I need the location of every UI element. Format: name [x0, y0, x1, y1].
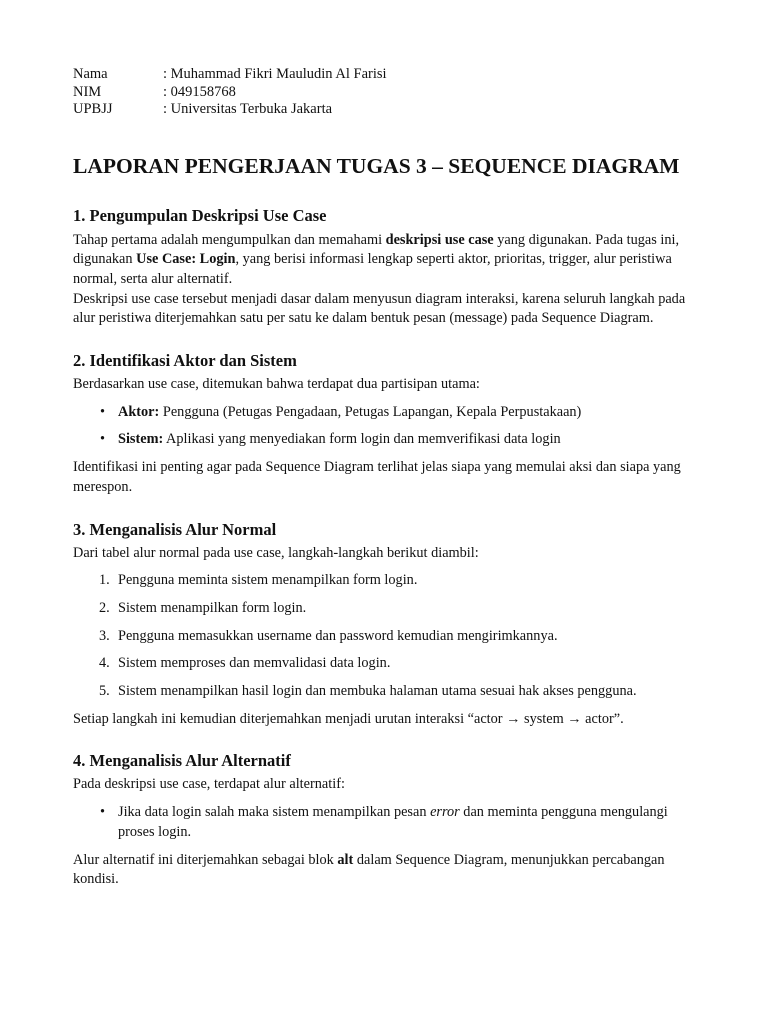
item-text: Pengguna (Petugas Pengadaan, Petugas Lapangan, Kepala Perpustakaan) [159, 403, 582, 420]
list-item [73, 571, 698, 591]
identity-row-nim [73, 84, 698, 102]
section-3-outro: Setiap langkah ini kemudian diterjemahkan menjadi urutan interaksi “actor → system → actor”. [73, 710, 624, 727]
text-run: Alur alternatif ini diterjemahkan sebagai blok [73, 851, 338, 868]
section-4-outro [73, 851, 698, 890]
step-text: Sistem menampilkan form login. [118, 599, 307, 616]
step-number: 5. [99, 683, 110, 700]
list-item [73, 430, 698, 450]
section-1-paragraph-1 [73, 231, 698, 290]
section-1-heading: 1. Pengumpulan Deskripsi Use Case [73, 205, 327, 225]
section-2-outro: Identifikasi ini penting agar pada Sequence Diagram terlihat jelas siapa yang memulai aksi dan siapa yang merespon. [73, 459, 681, 495]
section-3-intro: Dari tabel alur normal pada use case, langkah-langkah berikut diambil: [73, 544, 479, 561]
text-run: , yang berisi informasi lengkap seperti aktor, prioritas, trigger, alur peristiwa normal, serta alur alternatif. [73, 251, 672, 287]
text-run: dan meminta pengguna mengulangi proses login. [118, 804, 668, 840]
step-text: Sistem memproses dan memvalidasi data login. [118, 655, 391, 672]
text-run: yang digunakan. Pada tugas ini, digunakan [73, 231, 680, 268]
item-label: Aktor: [118, 403, 160, 420]
document-page [73, 66, 698, 890]
item-text: Aplikasi yang menyediakan form login dan memverifikasi data login [163, 431, 561, 448]
bullet-icon: • [100, 431, 106, 448]
report-title: LAPORAN PENGERJAAN TUGAS 3 – SEQUENCE DIAGRAM [73, 153, 680, 178]
text-run: Tahap pertama adalah mengumpulkan dan memahami [73, 231, 386, 248]
bold-term: alt [337, 851, 354, 868]
identity-key: Nama [73, 66, 108, 82]
section-1-paragraph-2: Deskripsi use case tersebut menjadi dasar dalam menyusun diagram interaksi, karena seluruh langkah pada alur peristiwa diterjemahkan satu per satu ke dalam bentuk pesan (message) pada Sequence Diagram. [73, 290, 686, 327]
step-text: Sistem menampilkan hasil login dan membuka halaman utama sesuai hak akses pengguna. [118, 683, 637, 700]
step-text: Pengguna memasukkan username dan password kemudian mengirimkannya. [118, 627, 558, 644]
list-item [73, 803, 698, 842]
bullet-icon: • [100, 804, 106, 821]
alternative-flow-list [73, 803, 698, 842]
identity-value: : Muhammad Fikri Mauludin Al Farisi [163, 66, 387, 82]
bold-term: Use Case: Login [136, 251, 236, 268]
bold-term: deskripsi use case [385, 231, 494, 248]
identity-row-upbjj [73, 101, 698, 119]
identity-key: NIM [73, 83, 102, 100]
list-item [73, 627, 698, 647]
identity-block [73, 66, 698, 119]
identity-value: : Universitas Terbuka Jakarta [163, 101, 333, 117]
text-run: dalam Sequence Diagram, menunjukkan percabangan kondisi. [73, 851, 665, 888]
step-text: Pengguna meminta sistem menampilkan form login. [118, 572, 418, 589]
bullet-icon: • [100, 403, 106, 420]
identity-key: UPBJJ [73, 101, 113, 117]
step-number: 1. [99, 572, 110, 589]
section-4-intro: Pada deskripsi use case, terdapat alur alternatif: [73, 776, 345, 793]
identity-row-nama [73, 66, 698, 84]
section-3-heading: 3. Menganalisis Alur Normal [73, 519, 277, 539]
section-2-heading: 2. Identifikasi Aktor dan Sistem [73, 351, 297, 371]
section-2-intro: Berdasarkan use case, ditemukan bahwa terdapat dua partisipan utama: [73, 376, 480, 393]
section-4-heading: 4. Menganalisis Alur Alternatif [73, 751, 291, 771]
list-item [73, 682, 698, 702]
step-number: 4. [99, 655, 110, 672]
identity-value: : 049158768 [163, 83, 236, 100]
list-item [73, 654, 698, 674]
list-item [73, 599, 698, 619]
item-label: Sistem: [118, 431, 164, 448]
step-number: 2. [99, 599, 110, 616]
text-run: Jika data login salah maka sistem menampilkan pesan [118, 804, 431, 821]
italic-term: error [430, 804, 460, 821]
step-number: 3. [99, 627, 110, 644]
normal-flow-list [73, 571, 698, 702]
list-item [73, 403, 698, 423]
participant-list [73, 403, 698, 450]
